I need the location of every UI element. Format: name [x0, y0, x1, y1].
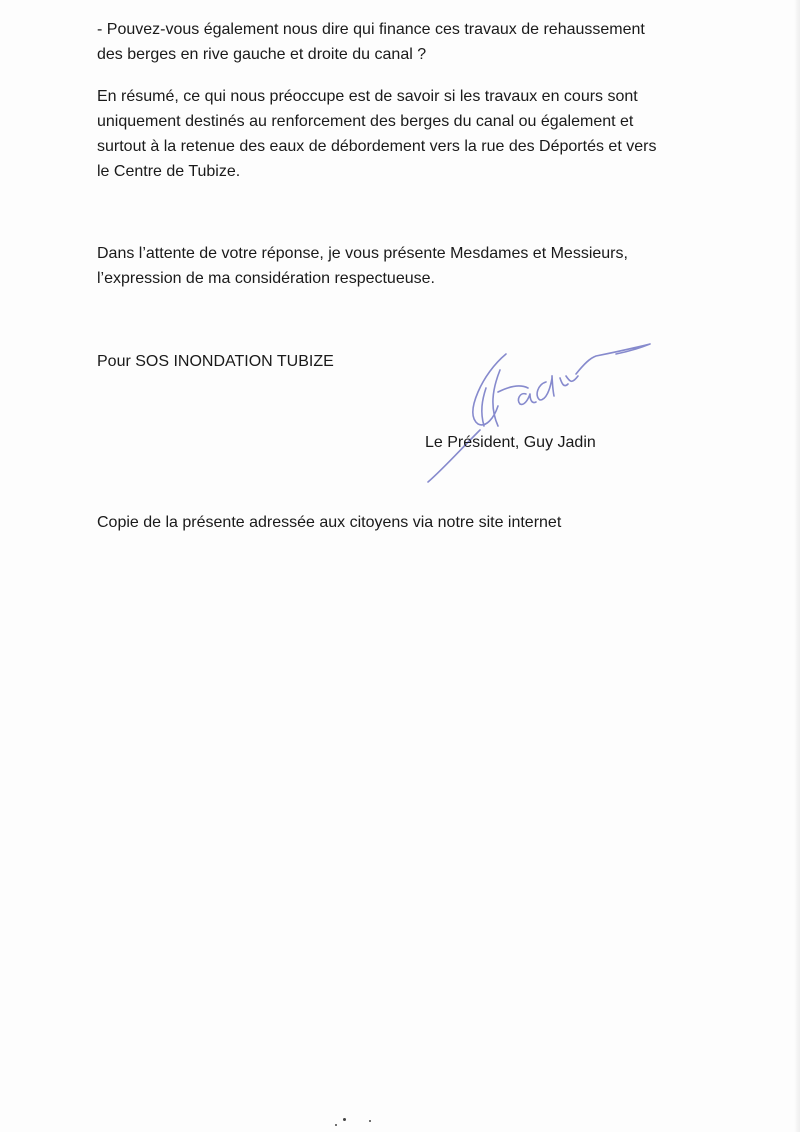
- sender-line: Pour SOS INONDATION TUBIZE: [97, 353, 334, 370]
- summary-line-4: le Centre de Tubize.: [97, 163, 241, 180]
- scan-speck: [335, 1124, 337, 1126]
- scan-speck: [369, 1120, 371, 1122]
- summary-line-2: uniquement destinés au renforcement des berges du canal ou également et: [97, 113, 634, 130]
- question-line-2: des berges en rive gauche et droite du canal ?: [97, 46, 427, 63]
- signatory-line: Le Président, Guy Jadin: [425, 434, 596, 451]
- summary-line-1: En résumé, ce qui nous préoccupe est de savoir si les travaux en cours sont: [97, 88, 638, 105]
- handwritten-signature: [420, 330, 660, 490]
- copy-note: Copie de la présente adressée aux citoyens via notre site internet: [97, 514, 562, 531]
- page-edge-shadow: [794, 0, 800, 1132]
- question-line-1: - Pouvez-vous également nous dire qui finance ces travaux de rehaussement: [97, 21, 645, 38]
- closing-line-2: l’expression de ma considération respectueuse.: [97, 270, 435, 287]
- closing-line-1: Dans l’attente de votre réponse, je vous présente Mesdames et Messieurs,: [97, 245, 628, 262]
- summary-line-3: surtout à la retenue des eaux de débordement vers la rue des Déportés et vers: [97, 138, 657, 155]
- closing-paragraph: [97, 241, 628, 291]
- question-paragraph: [97, 17, 645, 67]
- summary-paragraph: [97, 84, 656, 184]
- scan-speck: [343, 1118, 346, 1121]
